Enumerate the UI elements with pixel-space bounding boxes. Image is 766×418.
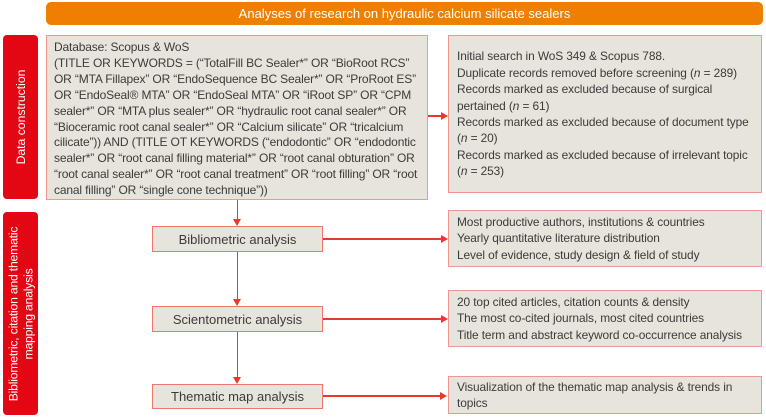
connector-thematic-to-outputs — [323, 395, 441, 397]
screening-line: Initial search in WoS 349 & Scopus 788. — [457, 49, 666, 64]
connector-scientometric-to-thematic — [237, 332, 239, 378]
search-strategy-box — [46, 35, 428, 200]
connector-search-to-bibliometric — [237, 200, 239, 220]
output-line: 20 top cited articles, citation counts & density — [457, 294, 690, 309]
sidebar-section-data-construction — [3, 35, 38, 199]
sidebar-label-mapping-analysis: Bibliometric, citation and thematic mapping analysis — [6, 226, 35, 401]
arrow-right-icon — [441, 112, 448, 120]
title-banner — [46, 2, 763, 25]
bibliometric-outputs-box — [448, 210, 762, 267]
output-line: Title term and abstract keyword co-occurrence analysis — [457, 327, 742, 342]
arrow-right-icon — [441, 315, 448, 323]
screening-line: Records marked as excluded because of surgical pertained (n = 61) — [457, 82, 713, 113]
connector-bibliometric-to-outputs — [323, 238, 442, 240]
sidebar-label-data-construction: Data construction — [13, 69, 28, 165]
screening-line: Duplicate records removed before screening (n = 289) — [457, 65, 738, 80]
arrow-down-icon — [233, 377, 241, 384]
arrow-right-icon — [441, 235, 448, 243]
output-line: The most co-cited journals, most cited countries — [457, 311, 704, 326]
figure-title: Analyses of research on hydraulic calcium silicate sealers — [238, 6, 571, 21]
arrow-right-icon — [440, 392, 447, 400]
screening-results-box — [448, 35, 762, 193]
connector-search-to-screening — [428, 115, 442, 117]
scientometric-analysis-label: Scientometric analysis — [172, 311, 303, 327]
thematic-map-analysis-label: Thematic map analysis — [171, 389, 304, 404]
output-line: Yearly quantitative literature distribution — [457, 231, 660, 246]
screening-line: Records marked as excluded because of irrelevant topic (n = 253) — [457, 147, 748, 179]
output-line: Most productive authors, institutions & countries — [457, 214, 705, 229]
screening-line: Records marked as excluded because of document type (n = 20) — [457, 115, 749, 146]
connector-scientometric-to-outputs — [323, 318, 442, 320]
arrow-down-icon — [233, 219, 241, 226]
arrow-down-icon — [233, 299, 241, 306]
sidebar-section-mapping-analysis — [3, 212, 38, 415]
scientometric-analysis-box — [152, 306, 323, 332]
database-line: Database: Scopus & WoS — [54, 40, 190, 54]
thematic-map-analysis-box — [152, 384, 323, 409]
scientometric-outputs-box — [448, 290, 762, 347]
output-line: Level of evidence, study design & field of study — [457, 247, 700, 262]
search-query-text: (TITLE OR KEYWORDS = (“TotalFill BC Sealer*” OR “BioRoot RCS” OR “MTA Fillapex” OR “EndoSequence BC Sealer*” OR “ProRoot ES” OR “EndoSeal® MTA” OR “EndoSeal MTA” OR “iRoot SP” OR “CPM sealer*” OR “MTA plus sealer*” OR “hydraulic root canal sealer*” OR “Bioceramic root canal sealer*” OR “Calcium silicate” OR “tricalcium cilicate”)) AND (TITLE OT KEYWORDS (“endodontic” OR “endodontic sealer*” OR “root canal filling material*” OR “root canal obturation” OR “root canal sealer*” OR “root canal treatment” OR “root filling” OR “root canal filling” OR “single cone technique”)) — [54, 55, 418, 198]
output-line: Visualization of the thematic map analysis & trends in topics — [457, 379, 733, 410]
connector-bibliometric-to-scientometric — [237, 252, 239, 300]
bibliometric-analysis-label: Bibliometric analysis — [178, 231, 297, 247]
thematic-outputs-box — [448, 376, 762, 414]
bibliometric-analysis-box — [152, 226, 323, 252]
